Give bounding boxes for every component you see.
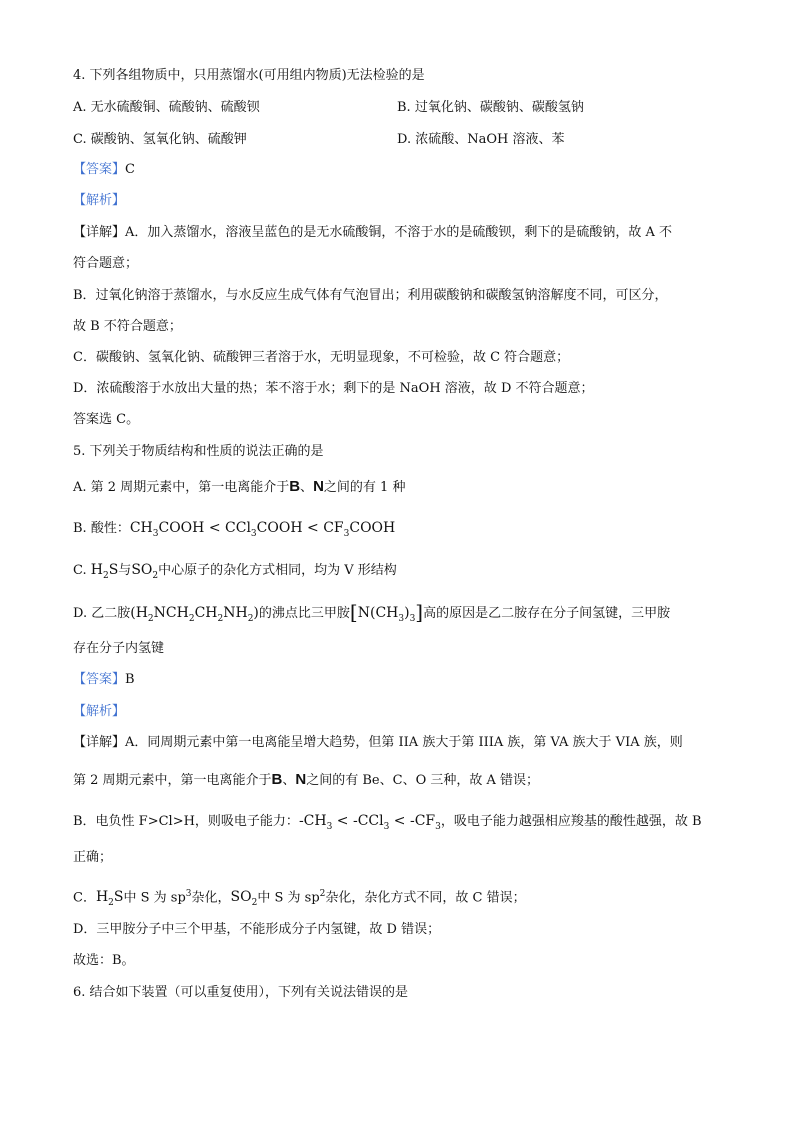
q5-detail-line-2: 第 2 周期元素中，第一电离能介于B、N之间的有 Be、C、O 三种，故 A 错误； <box>73 771 540 788</box>
formula-so2: $SO_2$ <box>131 562 159 581</box>
q5-option-d-line-2: 存在分子内氢键 <box>73 641 165 656</box>
analysis-tag: 【解析】 <box>73 704 126 719</box>
q5-option-c: C. $H_2S$与$SO_2$中心原子的杂化方式相同，均为 V 形结构 <box>73 562 397 581</box>
q4-option-a: A. 无水硫酸铜、硫酸钠、硫酸钡 <box>73 100 260 115</box>
q5-detail-line-6: D．三甲胺分子中三个甲基，不能形成分子内氢键，故 D 错误； <box>73 922 441 937</box>
answer-tag: 【答案】 <box>73 162 126 177</box>
q4-option-d: D. 浓硫酸、NaOH 溶液、苯 <box>397 132 565 147</box>
q5-detail-line-4: 正确； <box>73 850 113 865</box>
q4-detail-line-3: B．过氧化钠溶于蒸馏水，与水反应生成气体有气泡冒出；利用碳酸钠和碳酸氢钠溶解度不同，可区分， <box>73 288 668 303</box>
q5-answer-line <box>73 671 135 689</box>
formula-h2s: $H_2S$ <box>90 562 119 581</box>
q5-answer: B <box>125 672 135 687</box>
q4-detail-line-2: 符合题意； <box>73 256 139 271</box>
q5-option-b: B. 酸性：$CH_3COOH$ < CCl$_3$COOH < $CF_3COOH$ <box>73 520 396 539</box>
q5-detail-line-1: 【详解】A．同周期元素中第一电离能呈增大趋势，但第 IIA 族大于第 IIIA 族，第 VA 族大于 VIA 族，则 <box>73 735 683 750</box>
q4-option-c: C. 碳酸钠、氢氧化钠、硫酸钾 <box>73 132 247 147</box>
formula-ccl3cooh: CCl$_3$COOH <box>225 520 303 539</box>
analysis-tag: 【解析】 <box>73 193 126 208</box>
formula-ethylenediamine: $(H_2NCH_2CH_2NH_2)$ <box>130 605 259 624</box>
q5-analysis-tag <box>73 703 125 721</box>
q5-detail-line-5: C．$H_2S$中 S 为 $sp^3$杂化，$SO_2$中 S 为 $sp^2$杂化，杂化方式不同，故 C 错误； <box>73 889 526 909</box>
q5-detail-line-3: B．电负性 F>Cl>H，则吸电子能力：$-CH_3 < -CCl_3 < -CF_3$，吸电子能力越强相应羧基的酸性越强，故 B <box>73 813 702 832</box>
q4-detail-line-6: D．浓硫酸溶于水放出大量的热；苯不溶于水；剩下的是 NaOH 溶液，故 D 不符合题意； <box>73 381 594 396</box>
q5-conclusion: 故选：B。 <box>73 953 135 968</box>
formula-trimethylamine: $[N(CH_3)_3]$ <box>349 600 424 624</box>
q4-option-b: B. 过氧化钠、碳酸钠、碳酸氢钠 <box>397 100 584 115</box>
q4-answer: C <box>125 162 135 177</box>
q5-stem: 5. 下列关于物质结构和性质的说法正确的是 <box>73 444 324 459</box>
q6-stem: 6. 结合如下装置（可以重复使用），下列有关说法错误的是 <box>73 985 409 1000</box>
answer-tag: 【答案】 <box>73 672 126 687</box>
q4-stem: 4. 下列各组物质中，只用蒸馏水(可用组内物质)无法检验的是 <box>73 68 425 83</box>
formula-ch3cooh: $CH_3COOH$ <box>129 520 205 539</box>
q4-detail-line-1: 【详解】A．加入蒸馏水，溶液呈蓝色的是无水硫酸铜，不溶于水的是硫酸钡，剩下的是硫酸钠，故 A 不 <box>73 225 673 240</box>
q4-conclusion: 答案选 C。 <box>73 412 140 427</box>
q4-detail-line-5: C．碳酸钠、氢氧化钠、硫酸钾三者溶于水，无明显现象，不可检验，故 C 符合题意； <box>73 350 570 365</box>
detail-tag: 【详解】 <box>73 225 126 240</box>
q5-option-d-line-1: D. 乙二胺$(H_2NCH_2CH_2NH_2)$的沸点比三甲胺$[N(CH_3)_3]$高的原因是乙二胺存在分子间氢键，三甲胺 <box>73 600 671 624</box>
detail-tag: 【详解】 <box>73 735 126 750</box>
q4-analysis-tag <box>73 192 125 210</box>
q4-answer-line <box>73 161 135 179</box>
formula-cf3cooh: $CF_3COOH$ <box>323 520 396 539</box>
q5-option-a: A. 第 2 周期元素中，第一电离能介于B、N之间的有 1 种 <box>73 478 406 495</box>
q4-detail-line-4: 故 B 不符合题意； <box>73 319 182 334</box>
